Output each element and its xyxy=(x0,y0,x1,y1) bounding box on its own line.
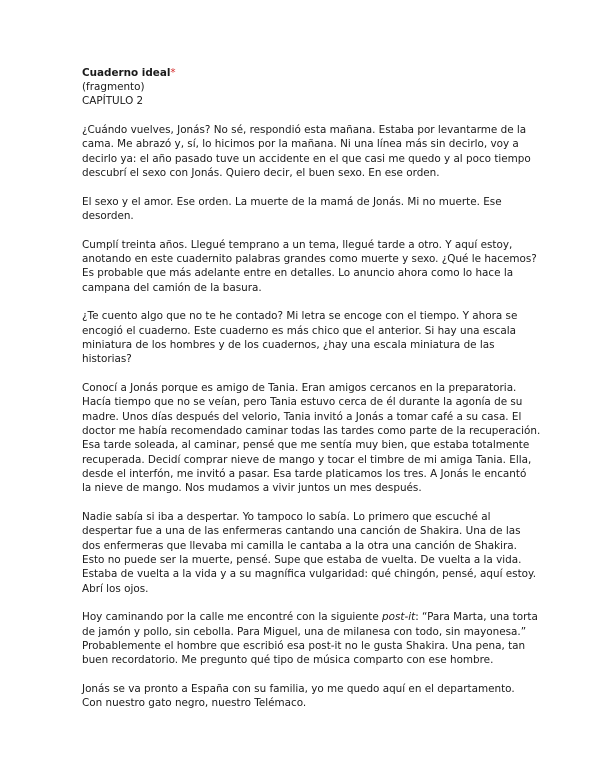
document-subtitle: (fragmento) xyxy=(82,81,145,93)
paragraph-line: desde el interfón, me invitó a pasar. Esa tarde platicamos los tres. A Jonás le encantó xyxy=(82,467,527,480)
paragraph-line: Estaba de vuelta a la vida y a su magnífica vulgaridad: qué chingón, pensé, aquí estoy. xyxy=(82,568,537,581)
paragraph-line: Esto no puede ser la muerte, pensé. Supe que estaba de vuelta. De vuelta a la vida. xyxy=(82,553,522,566)
paragraph-line: Probablemente el hombre que escribió esa post-it no le gusta Shakira. Una pena, tan xyxy=(82,639,526,652)
paragraph-line: anotando en este cuadernito palabras grandes como muerte y sexo. ¿Qué le hacemos? xyxy=(82,253,537,266)
paragraph-8 xyxy=(82,682,522,711)
post-it-term: post-it xyxy=(382,611,416,624)
document-title xyxy=(82,66,522,80)
paragraph-4 xyxy=(82,309,522,366)
paragraph-line: Jonás se va pronto a España con su familia, yo me quedo aquí en el departamento. xyxy=(82,683,515,695)
paragraph-line: Abrí los ojos. xyxy=(82,582,149,595)
paragraph-line xyxy=(82,610,538,624)
title-asterisk: * xyxy=(170,67,176,79)
paragraph-line: Esa tarde soleada, al caminar, pensé que me sentía muy bien, que estaba totalmente xyxy=(82,439,530,452)
paragraph-line: encogió el cuaderno. Este cuaderno es más chico que el anterior. Si hay una escala xyxy=(82,324,516,337)
paragraph-line: recuperada. Decidí comprar nieve de mango y tocar el timbre de mi amiga Tania. Ella, xyxy=(82,453,532,466)
paragraph-line: decirlo ya: el año pasado tuve un accidente en el que casi me quedo y al poco tiempo xyxy=(82,152,531,165)
paragraph-line: Conocí a Jonás porque es amigo de Tania. Eran amigos cercanos en la preparatoria. xyxy=(82,382,517,395)
paragraph-line: Cumplí treinta años. Llegué temprano a un tema, llegué tarde a otro. Y aquí estoy, xyxy=(82,238,513,251)
paragraph-line: Hacía tiempo que no se veían, pero Tania estuvo cerca de él durante la agonía de su xyxy=(82,396,523,409)
paragraph-1 xyxy=(82,123,531,180)
paragraph-line: Es probable que más adelante entre en detalles. Lo anuncio ahora como lo hace la xyxy=(82,267,514,280)
paragraph-line: de jamón y pollo, sin cebolla. Para Miguel, una de milanesa con todo, sin mayonesa.” xyxy=(82,625,527,638)
paragraph-line: El sexo y el amor. Ese orden. La muerte de la mamá de Jonás. Mi no muerte. Ese xyxy=(82,195,502,208)
paragraph-line: madre. Unos días después del velorio, Tania invitó a Jonás a tomar café a su casa. El xyxy=(82,410,522,423)
paragraph-7 xyxy=(82,610,538,667)
paragraph-line: ¿Te cuento algo que no te he contado? Mi letra se encoge con el tiempo. Y ahora se xyxy=(82,310,518,323)
line-text: : “Para Marta, una torta xyxy=(415,611,538,624)
paragraph-line: buen recordatorio. Me pregunto qué tipo de música comparto con ese hombre. xyxy=(82,654,494,667)
paragraph-3 xyxy=(82,238,537,295)
paragraph-6 xyxy=(82,510,537,596)
paragraph-line: Con nuestro gato negro, nuestro Telémaco. xyxy=(82,697,307,710)
paragraph-line: doctor me había recomendado caminar todas las tardes como parte de la recuperación. xyxy=(82,425,541,438)
title-text: Cuaderno ideal xyxy=(82,67,171,79)
paragraph-line: ¿Cuándo vuelves, Jonás? No sé, respondió esta mañana. Estaba por levantarme de la xyxy=(82,124,527,136)
paragraph-line: desorden. xyxy=(82,209,134,222)
document-header xyxy=(82,66,522,108)
paragraph-line: despertar fue a una de las enfermeras cantando una canción de Shakira. Una de las xyxy=(82,525,521,538)
chapter-heading: CAPÍTULO 2 xyxy=(82,95,144,107)
paragraph-line: campana del camión de la basura. xyxy=(82,281,262,294)
line-text: Hoy caminando por la calle me encontré con la siguiente xyxy=(82,611,383,624)
paragraph-2 xyxy=(82,195,522,224)
paragraph-line: Nadie sabía si iba a despertar. Yo tampoco lo sabía. Lo primero que escuché al xyxy=(82,511,491,524)
document-page xyxy=(82,66,541,711)
paragraph-5 xyxy=(82,381,541,495)
paragraph-line: miniatura de los hombres y de los cuadernos, ¿hay una escala miniatura de las xyxy=(82,339,495,352)
paragraph-line: la nieve de mango. Nos mudamos a vivir juntos un mes después. xyxy=(82,482,422,495)
paragraph-line: cama. Me abrazó y, sí, lo hicimos por la mañana. Ni una línea más sin decirlo, voy a xyxy=(82,138,519,151)
paragraph-line: historias? xyxy=(82,353,132,366)
paragraph-line: dos enfermeras que llevaba mi camilla le cantaba a la otra una canción de Shakira. xyxy=(82,539,517,552)
paragraph-line: descubrí el sexo con Jonás. Quiero decir, el buen sexo. En ese orden. xyxy=(82,166,440,179)
